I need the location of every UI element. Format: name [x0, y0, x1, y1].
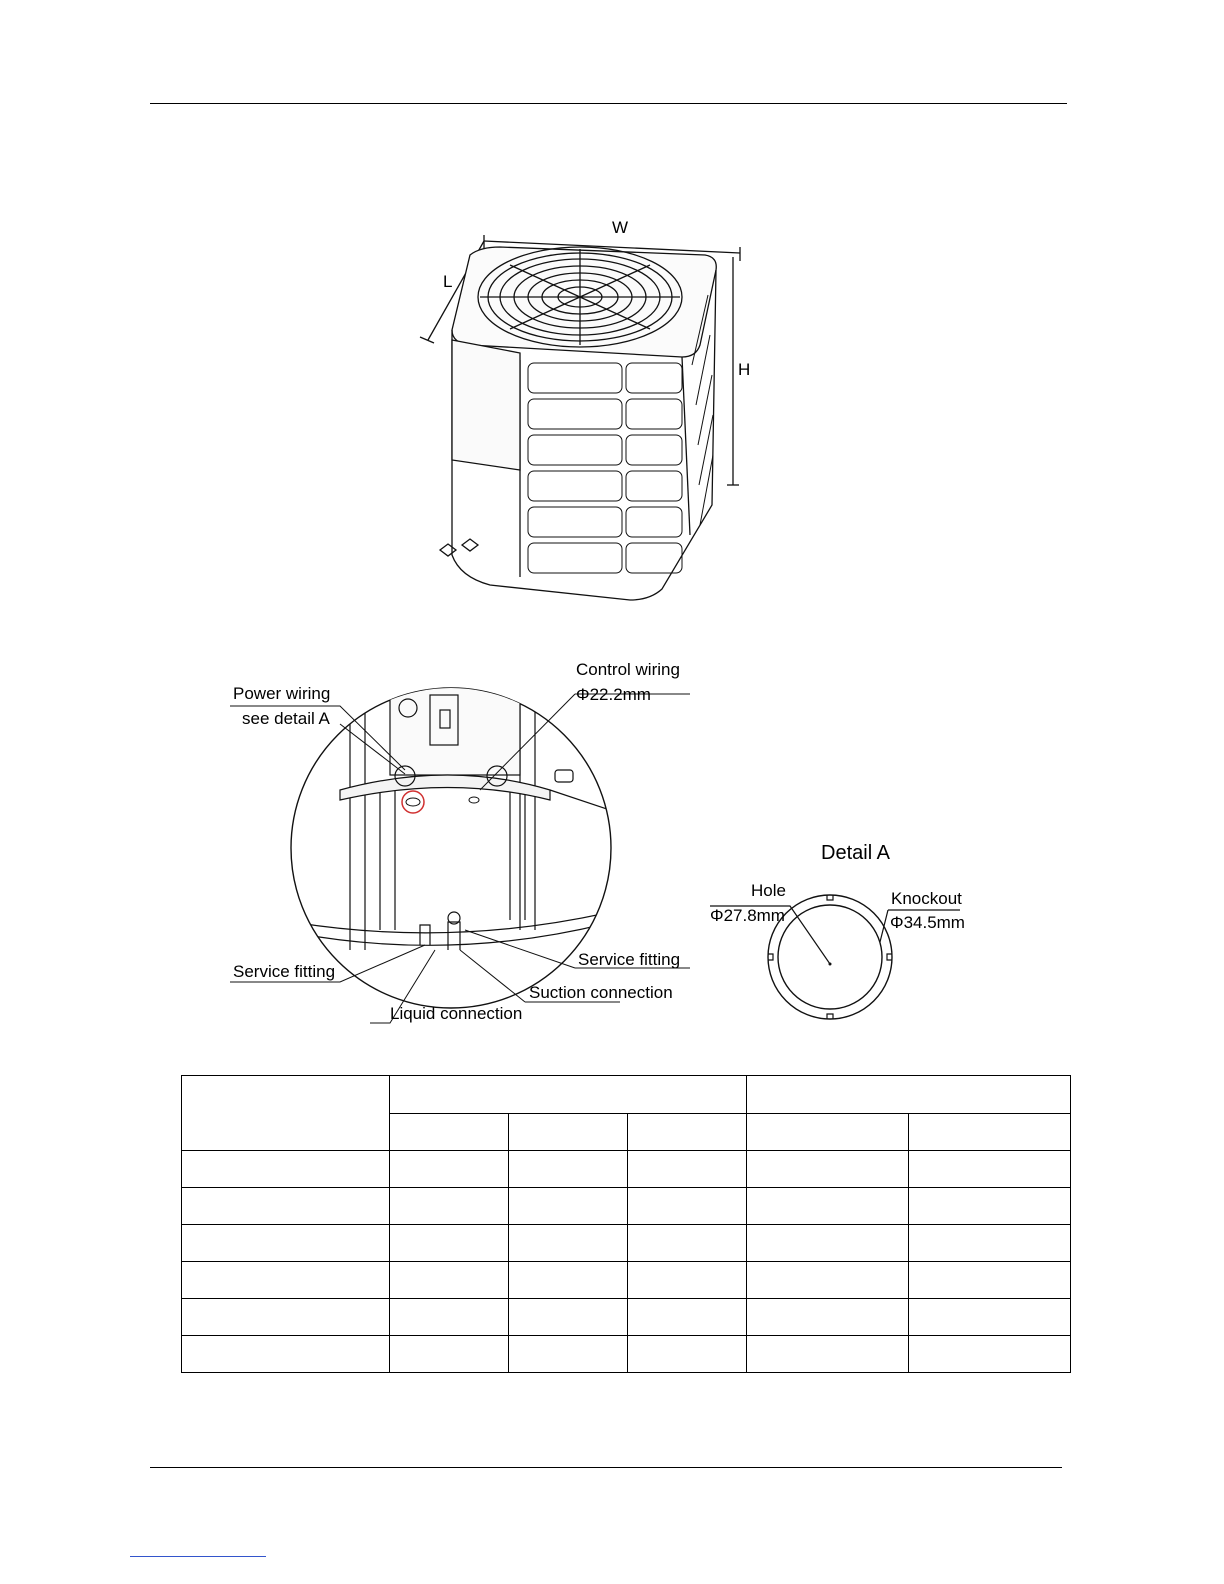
table-cell	[390, 1076, 747, 1114]
table-row	[182, 1299, 1071, 1336]
footer-link-underline[interactable]	[130, 1556, 266, 1557]
hole-circle	[778, 905, 882, 1009]
table-cell	[909, 1114, 1071, 1151]
width-label: W	[612, 218, 629, 237]
table-header-row	[182, 1076, 1071, 1114]
service-fitting-right-label: Service fitting	[578, 950, 681, 969]
control-wiring-size: Φ22.2mm	[576, 685, 651, 704]
length-label: L	[443, 272, 453, 291]
control-wiring-label: Control wiring	[576, 660, 680, 679]
table-row	[182, 1336, 1071, 1373]
knockout-value: Φ34.5mm	[890, 913, 965, 932]
table-row	[182, 1262, 1071, 1299]
table-cell	[390, 1114, 509, 1151]
table-cell	[747, 1076, 1071, 1114]
detail-a-figure	[700, 830, 990, 1030]
table-cell	[509, 1114, 628, 1151]
header-rule	[150, 103, 1067, 104]
dimension-table	[181, 1075, 1071, 1373]
hole-label: Hole	[751, 881, 786, 900]
power-wiring-label: Power wiring	[233, 684, 331, 703]
table-row	[182, 1188, 1071, 1225]
table-cell	[628, 1114, 747, 1151]
liquid-connection-label: Liquid connection	[390, 1004, 523, 1023]
knockout-circle	[768, 895, 892, 1019]
knockout-label: Knockout	[891, 889, 962, 908]
detail-a-title: Detail A	[821, 842, 890, 864]
service-fitting-left-label: Service fitting	[233, 962, 336, 981]
see-detail-label: see detail A	[242, 709, 330, 728]
connections-figure	[220, 650, 700, 1040]
table-cell	[182, 1076, 390, 1151]
suction-connection-label: Suction connection	[529, 983, 673, 1002]
footer-rule	[150, 1467, 1062, 1468]
table-cell	[747, 1114, 909, 1151]
height-label: H	[738, 360, 751, 379]
table-row	[182, 1225, 1071, 1262]
unit-dimension-figure	[400, 205, 760, 605]
table-row	[182, 1151, 1071, 1188]
hole-value: Φ27.8mm	[710, 906, 785, 925]
